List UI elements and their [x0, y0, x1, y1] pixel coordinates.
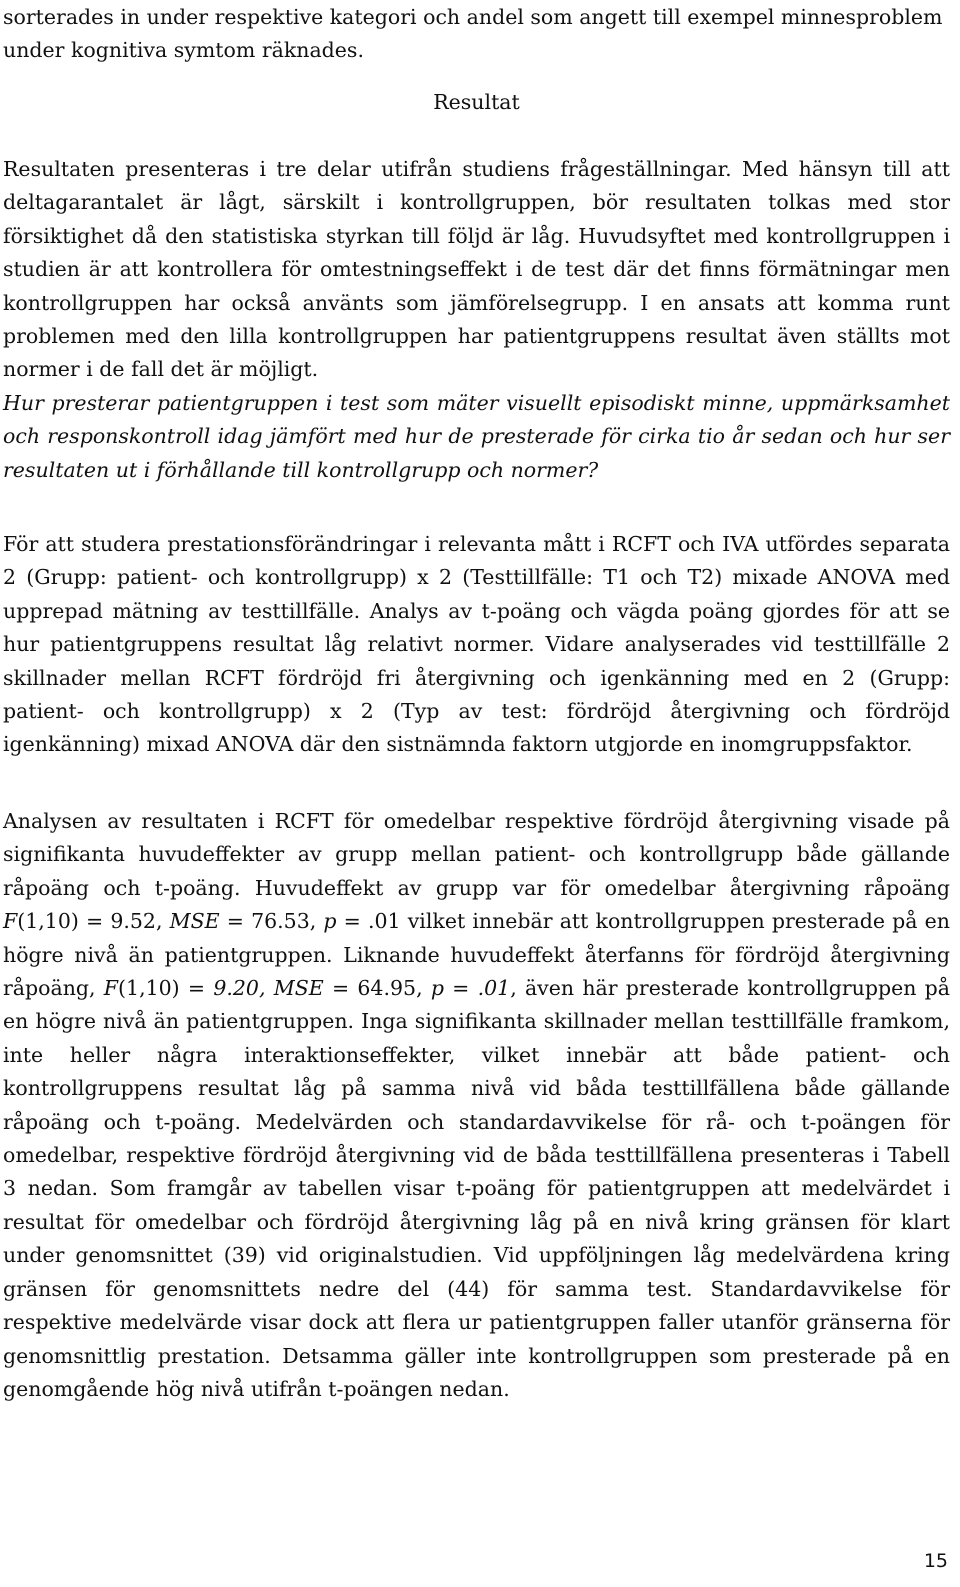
- results-paragraph: [3, 805, 950, 1406]
- section-heading-block: [3, 86, 950, 119]
- stat-p-2: p = .01: [430, 976, 511, 1001]
- stat-values-2: = 9.20, MSE =: [187, 976, 350, 1001]
- results-text-3: = 76.53,: [219, 909, 324, 934]
- results-text-6: 64.95,: [349, 976, 431, 1001]
- results-text-4: = .01 vilket innebär att kontrollgruppen presterade på en högre nivå än patientgruppen. Liknande huvudeffekt återfanns för fördröjd återgivning råpoäng,: [3, 909, 950, 1001]
- research-question-block: [3, 387, 950, 487]
- intro-paragraph: Resultaten presenteras i tre delar utifrån studiens frågeställningar. Med hänsyn till att deltagarantalet är lågt, särskilt i kontrollgruppen, bör resultaten tolkas med stor försiktighet då den statistiska styrkan till följd är låg. Huvudsyftet med kontrollgruppen i studien är att kontrollera för omtestningseffekt i de test där det finns förmätningar men kontrollgruppen har också använts som jämförelsegrupp. I en ansats att komma runt problemen med den lilla kontrollgruppen har patientgruppens resultat även ställts mot normer i de fall det är möjligt.: [3, 157, 950, 382]
- results-text-2: (1,10) = 9.52,: [17, 909, 170, 934]
- method-block: [3, 528, 950, 762]
- results-text-1: Analysen av resultaten i RCFT för omedelbar respektive fördröjd återgivning visade på signifikanta huvudeffekter av grupp mellan patient- och kontrollgrupp både gällande råpoäng och t-poäng. Huvudeffekt av grupp var för omedelbar återgivning råpoäng: [3, 809, 950, 900]
- stat-f-2: F: [103, 976, 119, 1001]
- results-block: [3, 805, 950, 1406]
- top-paragraph: sorterades in under respektive kategori och andel som angett till exempel minnesproblem under kognitiva symtom räknades.: [3, 5, 943, 63]
- stat-p-1: p: [323, 909, 337, 934]
- results-text-7: , även här presterade kontrollgruppen på en högre nivå än patientgruppen. Inga signifikanta skillnader mellan testtillfälle framkom, inte heller några interaktionseffekter, vilket innebär att både patient- och kontrollgruppens resultat låg på samma nivå vid båda testtillfällena både gällande råpoäng och t-poäng. Medelvärden och standardavvikelse för rå- och t-poängen för omedelbar, respektive fördröjd återgivning vid de båda testtillfällena presenteras i Tabell 3 nedan. Som framgår av tabellen visar t-poäng för patientgruppen att medelvärdet i resultat för omedelbar och fördröjd återgivning låg på en nivå kring gränsen för klart under genomsnittet (39) vid originalstudien. Vid uppföljningen låg medelvärdena kring gränsen för genomsnittets nedre del (44) för samma test. Standardavvikelse för respektive medelvärde visar dock att flera ur patientgruppen faller utanför gränserna för genomsnittlig prestation. Detsamma gäller inte kontrollgruppen som presterade på en genomgående hög nivå utifrån t-poängen nedan.: [3, 976, 950, 1401]
- paragraph-continuation: [3, 1, 950, 68]
- research-question: Hur presterar patientgruppen i test som mäter visuellt episodiskt minne, uppmärksamhet och responskontroll idag jämfört med hur de presterade för cirka tio år sedan och hur ser resultaten ut i förhållande till kontrollgrupp och normer?: [3, 391, 950, 482]
- intro-block: [3, 153, 950, 387]
- stat-mse-1: MSE: [169, 909, 220, 934]
- method-paragraph: För att studera prestationsförändringar i relevanta mått i RCFT och IVA utfördes separata 2 (Grupp: patient- och kontrollgrupp) x 2 (Testtillfälle: T1 och T2) mixade ANOVA med upprepad mätning av testtillfälle. Analys av t-poäng och vägda poäng gjordes för att se hur patientgruppens resultat låg relativt normer. Vidare analyserades vid testtillfälle 2 skillnader mellan RCFT fördröjd fri återgivning och igenkänning med en 2 (Grupp: patient- och kontrollgrupp) x 2 (Typ av test: fördröjd återgivning och fördröjd igenkänning) mixad ANOVA där den sistnämnda faktorn utgjorde en inomgruppsfaktor.: [3, 532, 950, 757]
- stat-f-1: F: [3, 909, 18, 934]
- results-text-5: (1,10): [118, 976, 188, 1001]
- section-heading: Resultat: [433, 90, 520, 114]
- page-number: 15: [923, 1550, 948, 1572]
